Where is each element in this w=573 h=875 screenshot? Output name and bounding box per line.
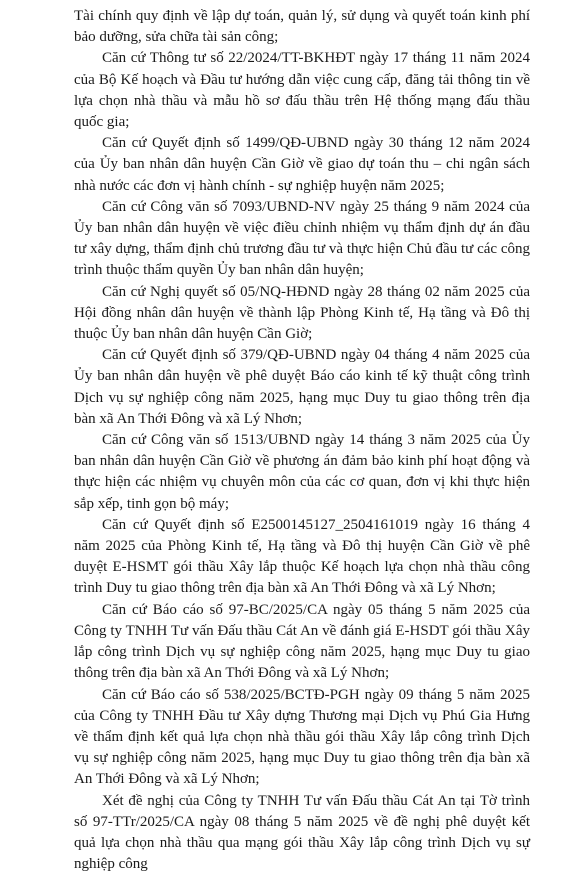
paragraph-decision-e-hsmt: Căn cứ Quyết định số E2500145127_2504161019 ngày 16 tháng 4 năm 2025 của Phòng Kinh tế, Hạ tầng và Đô thị huyện Cần Giờ về phê duyệt E-HSMT gói thầu Xây lắp thuộc Kế hoạch lựa chọn nhà thầu công trình Duy tu giao thông trên địa bàn xã An Thới Đông và xã Lý Nhơn;	[74, 516, 530, 597]
paragraph-resolution-05: Căn cứ Nghị quyết số 05/NQ-HĐND ngày 28 tháng 02 năm 2025 của Hội đồng nhân dân huyện về thành lập Phòng Kinh tế, Hạ tầng và Đô thị thuộc Ủy ban nhân dân huyện Cần Giờ;	[74, 283, 530, 343]
paragraph-regulation-continuation: Tài chính quy định về lập dự toán, quản lý, sử dụng và quyết toán kinh phí bảo dưỡng, sửa chữa tài sản công;	[74, 8, 530, 46]
document-page	[74, 6, 530, 875]
paragraph-proposal-97: Xét đề nghị của Công ty TNHH Tư vấn Đấu thầu Cát An tại Tờ trình số 97-TTr/2025/CA ngày 08 tháng 5 năm 2025 về đề nghị phê duyệt kết quả lựa chọn nhà thầu qua mạng gói thầu Xây lắp công trình Dịch vụ sự nghiệp công	[74, 792, 530, 873]
paragraph-decision-1499: Căn cứ Quyết định số 1499/QĐ-UBND ngày 30 tháng 12 năm 2024 của Ủy ban nhân dân huyện Cần Giờ về giao dự toán thu – chi ngân sách nhà nước các đơn vị hành chính - sự nghiệp huyện năm 2025;	[74, 135, 530, 194]
paragraph-circular-22: Căn cứ Thông tư số 22/2024/TT-BKHĐT ngày 17 tháng 11 năm 2024 của Bộ Kế hoạch và Đầu tư hướng dẫn việc cung cấp, đăng tải thông tin về lựa chọn nhà thầu và mẫu hồ sơ đấu thầu trên Hệ thống mạng đấu thầu quốc gia;	[74, 50, 530, 131]
paragraph-decision-379: Căn cứ Quyết định số 379/QĐ-UBND ngày 04 tháng 4 năm 2025 của Ủy ban nhân dân huyện về phê duyệt Báo cáo kinh tế kỹ thuật công trình Dịch vụ sự nghiệp công năm 2025, hạng mục Duy tu giao thông trên địa bàn xã An Thới Đông và xã Lý Nhơn;	[74, 347, 530, 427]
paragraph-dispatch-1513: Căn cứ Công văn số 1513/UBND ngày 14 tháng 3 năm 2025 của Ủy ban nhân dân huyện Cần Giờ về phương án đảm bảo kinh phí hoạt động và thực hiện các nhiệm vụ chuyên môn của các cơ quan, đơn vị khi thực hiện sắp xếp, tinh gọn bộ máy;	[74, 432, 530, 512]
paragraph-report-97: Căn cứ Báo cáo số 97-BC/2025/CA ngày 05 tháng 5 năm 2025 của Công ty TNHH Tư vấn Đấu thầu Cát An về đánh giá E-HSDT gói thầu Xây lắp công trình Dịch vụ sự nghiệp công năm 2025, hạng mục Duy tu giao thông trên địa bàn xã An Thới Đông và xã Lý Nhơn;	[74, 601, 530, 682]
paragraph-report-538: Căn cứ Báo cáo số 538/2025/BCTĐ-PGH ngày 09 tháng 5 năm 2025 của Công ty TNHH Đầu tư Xây dựng Thương mại Dịch vụ Phú Gia Hưng về thẩm định kết quả lựa chọn nhà thầu gói thầu Xây lắp công trình Dịch vụ sự nghiệp công năm 2025, hạng mục Duy tu giao thông trên địa bàn xã An Thới Đông và xã Lý Nhơn;	[74, 686, 530, 788]
paragraph-dispatch-7093: Căn cứ Công văn số 7093/UBND-NV ngày 25 tháng 9 năm 2024 của Ủy ban nhân dân huyện về việc điều chỉnh nhiệm vụ thẩm định dự án đầu tư xây dựng, thẩm định chủ trương đầu tư và thực hiện Chủ đầu tư các công trình thuộc thẩm quyền Ủy ban nhân dân huyện;	[74, 198, 530, 279]
